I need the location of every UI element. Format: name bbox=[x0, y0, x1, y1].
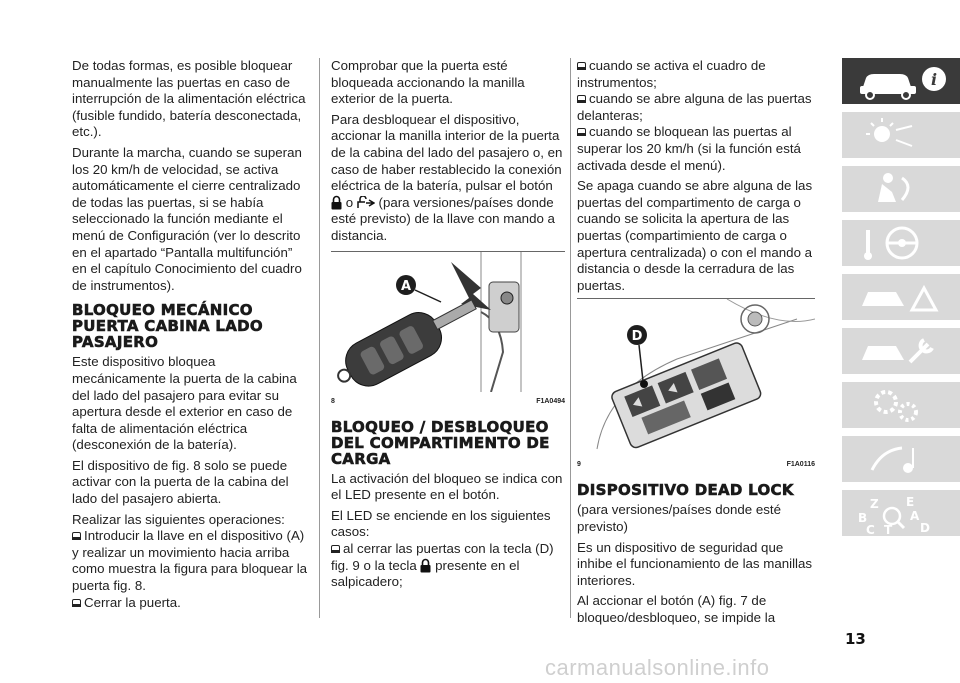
bullet-item: cuando se bloquean las puertas al superar los 20 km/h (si la función está activada desde el menú). bbox=[577, 124, 801, 173]
column-3 bbox=[577, 58, 815, 630]
figure-number: 8 bbox=[331, 397, 335, 405]
figure-caption bbox=[577, 457, 815, 474]
bullet-icon bbox=[577, 128, 586, 136]
car-info-icon bbox=[852, 62, 952, 100]
section-heading: DISPOSITIVO DEAD LOCK bbox=[577, 481, 794, 500]
tab-index[interactable] bbox=[842, 490, 960, 536]
paragraph: La activación del bloqueo se indica con el LED presente en el botón. bbox=[331, 470, 563, 503]
tab-specifications[interactable] bbox=[842, 382, 960, 428]
figure-number: 9 bbox=[577, 461, 581, 469]
bullet-item: Cerrar la puerta. bbox=[72, 595, 308, 612]
bullet-item: al cerrar las puertas con la tecla (D) fig. 9 o la tecla presente en el salpicadero; bbox=[331, 540, 554, 590]
column-2 bbox=[331, 58, 565, 595]
tab-maintenance[interactable] bbox=[842, 328, 960, 374]
warning-car-icon bbox=[852, 278, 952, 316]
svg-text:T: T bbox=[884, 523, 893, 534]
svg-text:D: D bbox=[920, 521, 930, 534]
cargo-unlock-icon bbox=[357, 196, 375, 210]
figure-code: F1A0116 bbox=[786, 461, 815, 469]
svg-text:C: C bbox=[866, 523, 875, 534]
lock-closed-icon bbox=[331, 195, 342, 210]
bullet-item: cuando se abre alguna de las puertas delanteras; bbox=[577, 91, 812, 123]
section-heading: BLOQUEO / DESBLOQUEO DEL COMPARTIMENTO DE CARGA bbox=[331, 417, 550, 468]
column-1 bbox=[72, 58, 308, 615]
paragraph: (para versiones/países donde esté previsto) bbox=[577, 502, 782, 534]
svg-text:E: E bbox=[906, 495, 915, 509]
tab-driving[interactable] bbox=[842, 220, 960, 266]
bullet-icon bbox=[72, 532, 81, 540]
bullet-item: cuando se activa el cuadro de instrumentos; bbox=[577, 58, 766, 90]
bullet-icon bbox=[331, 545, 340, 553]
music-note-icon bbox=[852, 440, 952, 478]
tab-emergency[interactable] bbox=[842, 274, 960, 320]
section-heading: BLOQUEO MECÁNICO PUERTA CABINA LADO PASAJERO bbox=[72, 301, 263, 352]
paragraph: El dispositivo de fig. 8 solo se puede activar con la puerta de la cabina del lado del pasajero abierta. bbox=[72, 457, 289, 507]
watermark: carmanualsonline.info bbox=[545, 655, 770, 680]
lock-closed-icon bbox=[420, 558, 431, 573]
tab-safety[interactable] bbox=[842, 166, 960, 212]
steering-wheel-icon bbox=[852, 224, 952, 262]
column-divider-2 bbox=[570, 58, 571, 618]
page-number: 13 bbox=[845, 630, 866, 648]
svg-text:D: D bbox=[631, 329, 643, 345]
paragraph: Al accionar el botón (A) fig. 7 de bloqueo/desbloqueo, se impide la bbox=[577, 593, 776, 625]
figure-caption bbox=[331, 394, 565, 411]
column-divider-1 bbox=[319, 58, 320, 618]
paragraph: Es un dispositivo de seguridad que inhibe el funcionamiento de las manillas interiores. bbox=[577, 539, 813, 588]
door-switch-panel-illustration bbox=[577, 299, 815, 455]
figure-8 bbox=[331, 251, 565, 411]
figure-9 bbox=[577, 298, 815, 474]
paragraph: El LED se enciende en los siguientes casos: bbox=[331, 507, 551, 540]
paragraph: Durante la marcha, cuando se superan los 20 km/h de velocidad, se activa automáticamente el cierre centralizado de todas las puertas, si se había seleccionado la función mediante el menú de Configuración (ver lo descrito en el apartado “Pantalla multifunción” en el capítulo Conocimiento del cuadro de instrumentos). bbox=[72, 144, 302, 293]
paragraph: Realizar las siguientes operaciones: bbox=[72, 511, 285, 527]
bullet-icon bbox=[577, 95, 586, 103]
paragraph: Comprobar que la puerta esté bloqueada accionando la manilla exterior de la puerta. bbox=[331, 58, 525, 107]
light-beam-icon bbox=[852, 116, 952, 154]
paragraph: Este dispositivo bloquea mecánicamente la puerta de la cabina del lado del pasajero para evitar su apertura desde el exterior en caso de falta de alimentación eléctrica (desconexión de la batería). bbox=[72, 354, 297, 453]
key-lock-illustration bbox=[331, 252, 565, 392]
figure-code: F1A0494 bbox=[536, 397, 565, 405]
svg-text:Z: Z bbox=[870, 497, 879, 511]
bullet-icon bbox=[577, 62, 586, 70]
svg-text:A: A bbox=[400, 278, 412, 294]
svg-text:i: i bbox=[930, 70, 938, 89]
bullet-item: Introducir la llave en el dispositivo (A) y realizar un movimiento hacia arriba como muestra la figura para bloquear la puerta fig. 8. bbox=[72, 528, 308, 594]
gears-icon bbox=[852, 386, 952, 424]
svg-text:B: B bbox=[858, 511, 868, 525]
tab-lights[interactable] bbox=[842, 112, 960, 158]
paragraph: Para desbloquear el dispositivo, accionar la manilla interior de la puerta de la cabina del lado del pasajero o, en caso de haber restablecido la conexión eléctrica de la batería, pulsar el botón o (para versiones/países donde esté previsto) de la llave con mando a distancia. bbox=[331, 111, 563, 243]
tab-multimedia[interactable] bbox=[842, 436, 960, 482]
alphabet-index-icon bbox=[852, 494, 952, 534]
tab-dashboard-info[interactable] bbox=[842, 58, 960, 104]
paragraph: De todas formas, es posible bloquear manualmente las puertas en caso de interrupción de la alimentación eléctrica (fusible fundido, batería desconectada, etc.). bbox=[72, 58, 306, 140]
airbag-seat-icon bbox=[852, 170, 952, 208]
bullet-icon bbox=[72, 599, 81, 607]
wrench-car-icon bbox=[852, 332, 952, 370]
svg-text:A: A bbox=[910, 509, 920, 523]
paragraph: Se apaga cuando se abre alguna de las puertas del compartimento de carga o cuando se solicita la apertura de las puertas (compartimiento de carga o apertura centralizada) o con el mando a distancia o desde la cerradura de las puertas. bbox=[577, 178, 813, 293]
